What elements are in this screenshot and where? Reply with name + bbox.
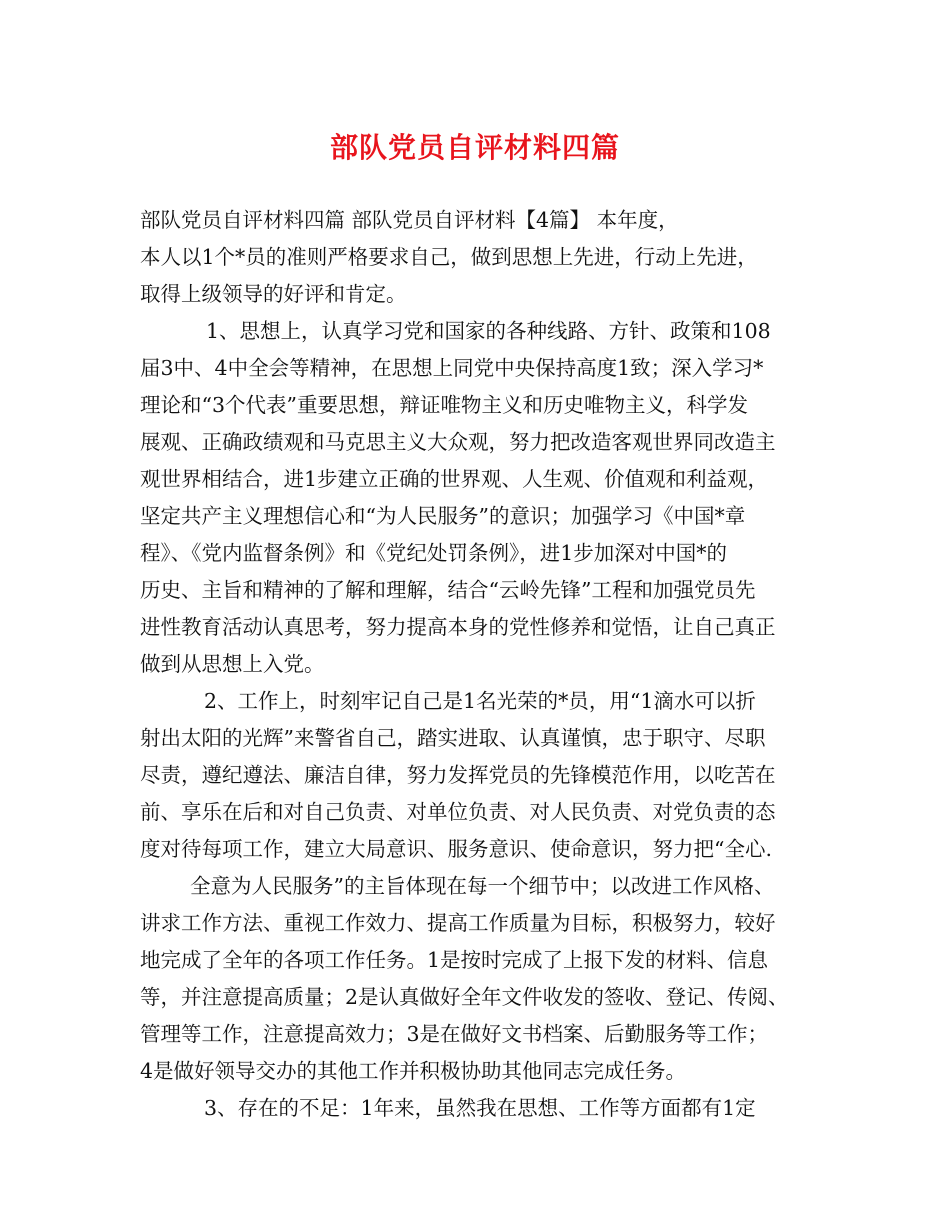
text-line: 取得上级领导的好评和肯定。	[140, 282, 407, 306]
text-line: 部队党员自评材料四篇 部队党员自评材料【4篇】 本年度，	[140, 208, 679, 232]
text-line: 度对待每项工作，建立大局意识、服务意识、使命意识，努力把“全心.	[140, 837, 772, 861]
text-line: 理论和“3个代表”重要思想，辩证唯物主义和历史唯物主义，科学发	[140, 393, 749, 417]
text-line: 本人以1个*员的准则严格要求自己，做到思想上先进，行动上先进，	[140, 245, 758, 269]
text-line: 等，并注意提高质量；2是认真做好全年文件收发的签收、登记、传阅、	[140, 985, 789, 1009]
text-line: 射出太阳的光辉”来警省自己，踏实进取、认真谨慎，忠于职守、尽职	[140, 726, 766, 750]
text-line: 观世界相结合，进1步建立正确的世界观、人生观、价值观和利益观，	[140, 467, 769, 491]
text-line: 展观、正确政绩观和马克思主义大众观，努力把改造客观世界同改造主	[140, 430, 776, 454]
document-title: 部队党员自评材料四篇	[329, 131, 620, 164]
text-line: 2、工作上，时刻牢记自己是1名光荣的*员，用“1滴水可以折	[204, 689, 756, 713]
text-line: 1、思想上，认真学习党和国家的各种线路、方针、政策和108	[206, 319, 771, 343]
text-line: 4是做好领导交办的其他工作并积极协助其他同志完成任务。	[140, 1059, 687, 1083]
text-line: 届3中、4中全会等精神，在思想上同党中央保持高度1致；深入学习*	[140, 356, 764, 380]
text-line: 管理等工作，注意提高效力；3是在做好文书档案、后勤服务等工作；	[140, 1022, 769, 1046]
text-line: 程》、《党内监督条例》和《党纪处罚条例》，进1步加深对中国*的	[140, 541, 728, 565]
text-line: 3、存在的不足：1年来，虽然我在思想、工作等方面都有1定	[204, 1096, 756, 1120]
text-line: 做到从思想上入党。	[140, 652, 325, 676]
text-line: 历史、主旨和精神的了解和理解，结合“云岭先锋”工程和加强党员先	[140, 578, 756, 602]
text-line: 尽责，遵纪遵法、廉洁自律，努力发挥党员的先锋模范作用，以吃苦在	[140, 763, 776, 787]
text-line: 进性教育活动认真思考，努力提高本身的党性修养和觉悟，让自己真正	[140, 615, 776, 639]
text-line: 全意为人民服务”的主旨体现在每一个细节中；以改进工作风格、	[190, 874, 775, 898]
text-line: 坚定共产主义理想信心和“为人民服务”的意识；加强学习《中国*章	[140, 504, 746, 528]
text-line: 地完成了全年的各项工作任务。1是按时完成了上报下发的材料、信息	[140, 948, 769, 972]
text-line: 讲求工作方法、重视工作效力、提高工作质量为目标，积极努力，较好	[140, 911, 776, 935]
text-line: 前、享乐在后和对自己负责、对单位负责、对人民负责、对党负责的态	[140, 800, 776, 824]
